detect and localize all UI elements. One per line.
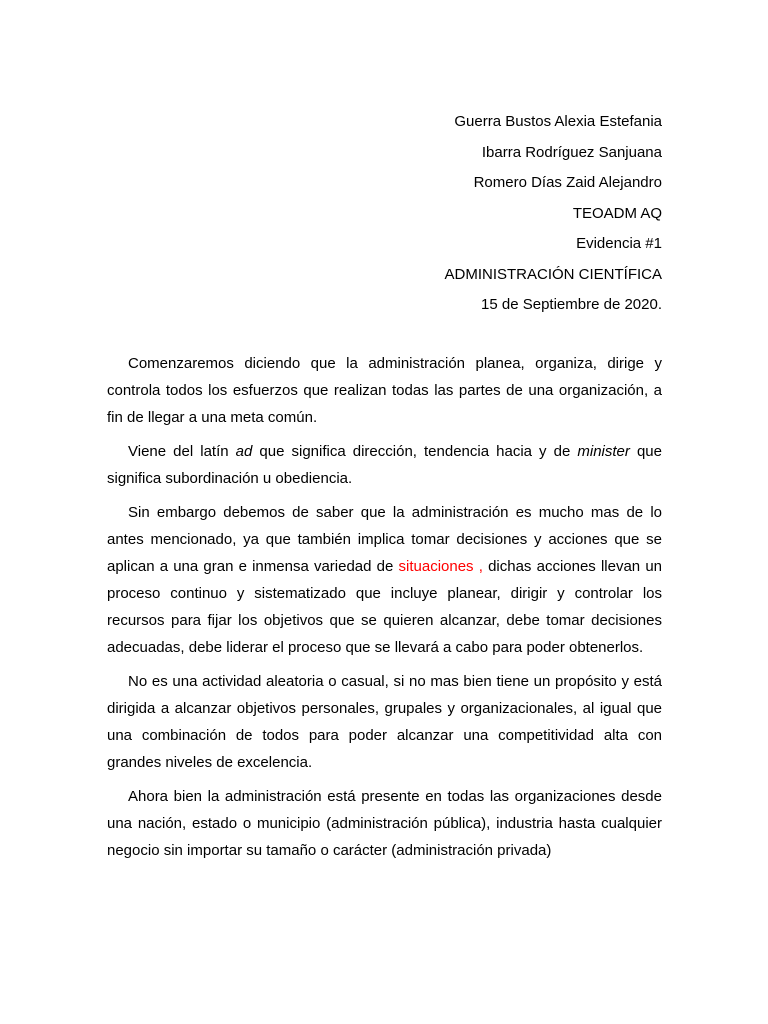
paragraph-2-text: que significa subordinación u obediencia. [107, 443, 662, 487]
document-title: ADMINISTRACIÓN CIENTÍFICA [444, 265, 662, 283]
document-body [107, 350, 662, 871]
paragraph-1: Comenzaremos diciendo que la administración planea, organiza, dirige y controla todos los esfuerzos que realizan todas las partes de una organización, a fin de llegar a una meta común. [107, 355, 662, 426]
course-name: TEOADM AQ [572, 204, 662, 222]
paragraph-5: Ahora bien la administración está presente en todas las organizaciones desde una nación, estado o municipio (administración pública), industria hasta cualquier negocio sin importar su tamaño o carácter (administración privada) [107, 788, 662, 859]
latin-term-minister: minister [577, 443, 630, 460]
latin-term-ad: ad [235, 443, 253, 460]
document-header [444, 107, 662, 321]
paragraph-3-text: Sin embargo debemos de saber que la administración es mucho mas de lo antes mencionado, ya que también implica tomar decisiones y acciones que se aplican a una gran e inmensa variedad de [107, 504, 662, 575]
paragraph-4: No es una actividad aleatoria o casual, si no mas bien tiene un propósito y está dirigida a alcanzar objetivos personales, grupales y organizacionales, al igual que una combinación de todos para poder alcanzar una competitividad alta con grandes niveles de excelencia. [107, 673, 662, 771]
author-name: Ibarra Rodríguez Sanjuana [481, 143, 662, 161]
author-name: Romero Días Zaid Alejandro [473, 174, 662, 191]
document-date: 15 de Septiembre de 2020. [481, 296, 662, 313]
paragraph-2 [107, 438, 662, 492]
paragraph-2-text: que significa dirección, tendencia hacia y de [252, 443, 578, 460]
author-name: Guerra Bustos Alexia Estefania [454, 113, 662, 130]
paragraph-3 [107, 499, 662, 661]
assignment-name: Evidencia #1 [576, 235, 662, 252]
paragraph-2-text: Viene del latín [128, 443, 236, 460]
highlighted-word: situaciones , [398, 558, 483, 575]
paragraph-3-text: dichas acciones llevan un proceso continuo y sistematizado que incluye planear, dirigir y controlar los recursos para fijar los objetivos que se quieren alcanzar, debe tomar decisiones adecuadas, debe liderar el proceso que se llevará a cabo para poder obtenerlos. [107, 558, 663, 656]
